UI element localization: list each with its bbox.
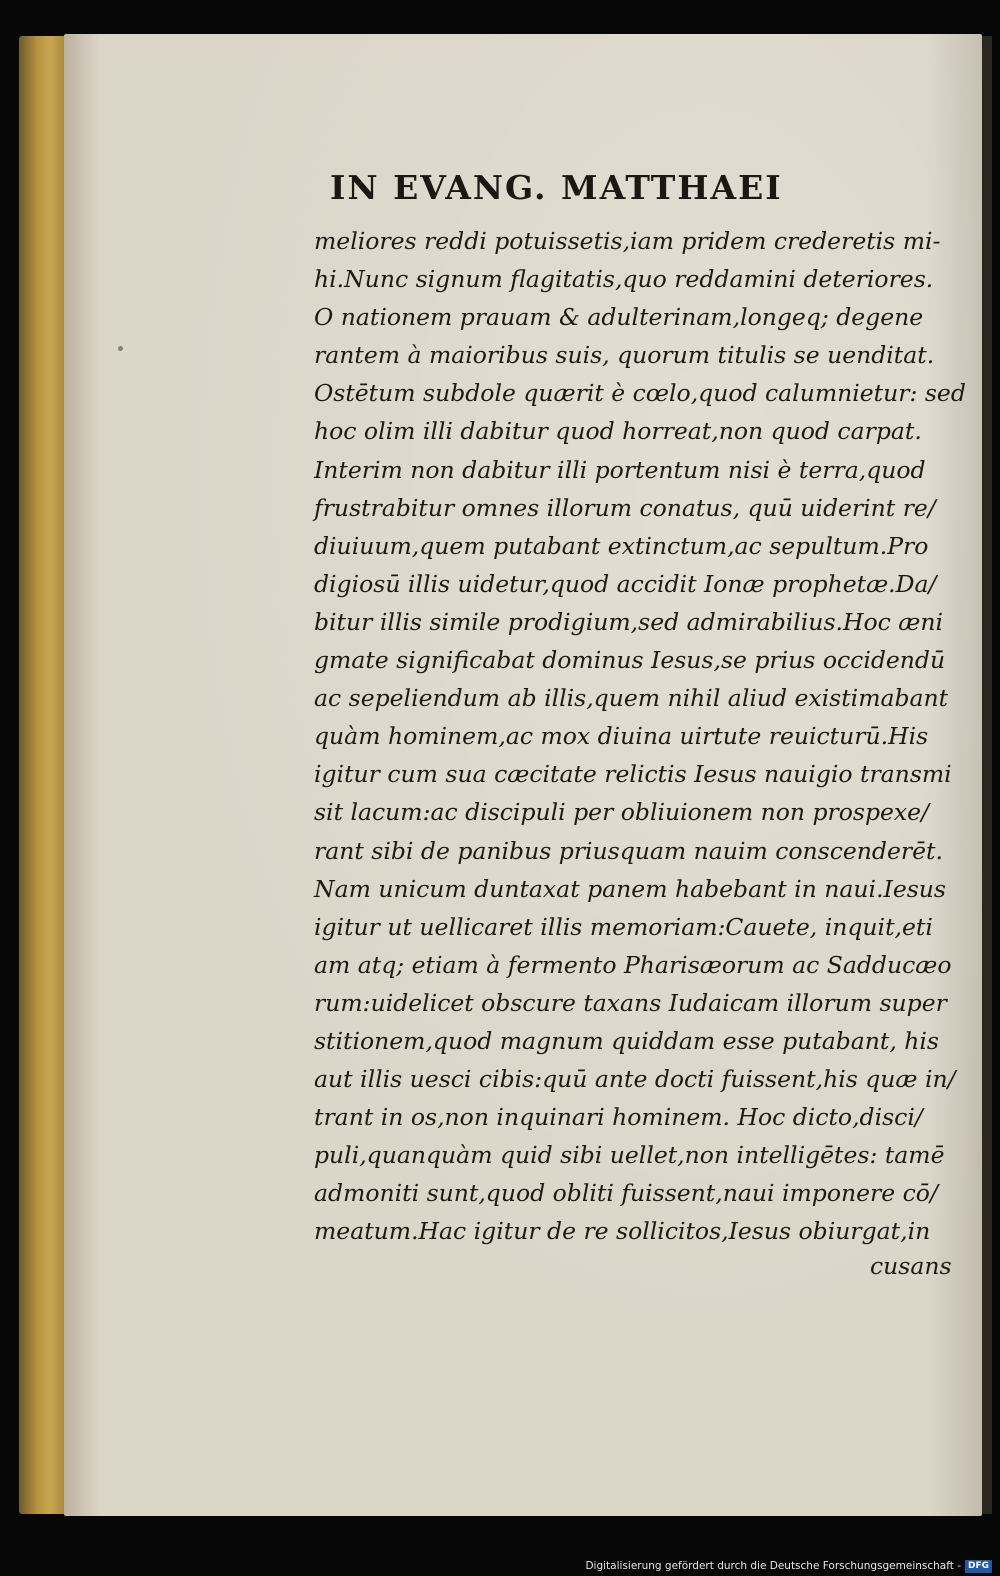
- text-line: stitionem,quod magnum quiddam esse putabant, his: [314, 1026, 939, 1055]
- text-line: am atq; etiam à fermento Pharisæorum ac Sadducæo: [314, 950, 952, 979]
- running-head: IN EVANG. MATTHAEI: [330, 168, 783, 207]
- text-line: diuiuum,quem putabant extinctum,ac sepultum.Pro: [314, 531, 929, 560]
- text-line: meliores reddi potuissetis,iam pridem crederetis mi-: [314, 227, 941, 255]
- funding-footer: [585, 1559, 992, 1573]
- text-line: Interim non dabitur illi portentum nisi è terra,quod: [314, 455, 926, 484]
- funding-note: Digitalisierung gefördert durch die Deutsche Forschungsgemeinschaft -: [585, 1560, 961, 1572]
- text-line: gmate significabat dominus Iesus,se prius occidendū: [314, 646, 946, 675]
- body-text: [314, 222, 966, 1251]
- text-line: hi.Nunc signum flagitatis,quo reddamini deteriores.: [314, 265, 934, 294]
- text-line: Nam unicum duntaxat panem habebant in naui.Iesus: [314, 874, 946, 903]
- text-line: frustrabitur omnes illorum conatus, quū uiderint re/: [314, 493, 936, 522]
- text-line: aut illis uesci cibis:quū ante docti fuissent,his quæ in/: [314, 1065, 956, 1094]
- text-line: rum:uidelicet obscure taxans Iudaicam illorum super: [314, 988, 947, 1017]
- text-line: puli,quanquàm quid sibi uellet,non intelligētes: tamē: [314, 1141, 945, 1170]
- text-line: O nationem prauam & adulterinam,longeq; degene: [314, 303, 924, 332]
- text-line: trant in os,non inquinari hominem. Hoc dicto,disci/: [314, 1103, 923, 1132]
- catchword: cusans: [870, 1252, 952, 1280]
- text-line: admoniti sunt,quod obliti fuissent,naui imponere cō/: [314, 1179, 938, 1208]
- text-line: sit lacum:ac discipuli per obliuionem non prospexe/: [314, 798, 930, 827]
- text-line: rant sibi de panibus priusquam nauim conscenderēt.: [314, 836, 943, 865]
- text-line: quàm hominem,ac mox diuina uirtute reuicturū.His: [314, 722, 929, 751]
- dfg-logo: DFG: [965, 1560, 992, 1573]
- text-line: rantem à maioribus suis, quorum titulis se uenditat.: [314, 341, 935, 370]
- text-line: ac sepeliendum ab illis,quem nihil aliud existimabant: [314, 684, 949, 713]
- page-gutter-shadow: [982, 36, 992, 1514]
- text-line: meatum.Hac igitur de re sollicitos,Iesus obiurgat,in: [314, 1217, 931, 1246]
- text-line: bitur illis simile prodigium,sed admirabilius.Hoc æni: [314, 607, 943, 636]
- paper-speck: [118, 346, 123, 351]
- text-line: igitur ut uellicaret illis memoriam:Cauete, inquit,eti: [314, 912, 933, 941]
- text-line: digiosū illis uidetur,quod accidit Ionæ prophetæ.Da/: [314, 569, 937, 598]
- text-line: igitur cum sua cæcitate relictis Iesus nauigio transmi: [314, 760, 952, 789]
- text-line: Ostētum subdole quærit è cœlo,quod calumnietur: sed: [314, 379, 966, 408]
- text-line: hoc olim illi dabitur quod horreat,non quod carpat.: [314, 417, 922, 446]
